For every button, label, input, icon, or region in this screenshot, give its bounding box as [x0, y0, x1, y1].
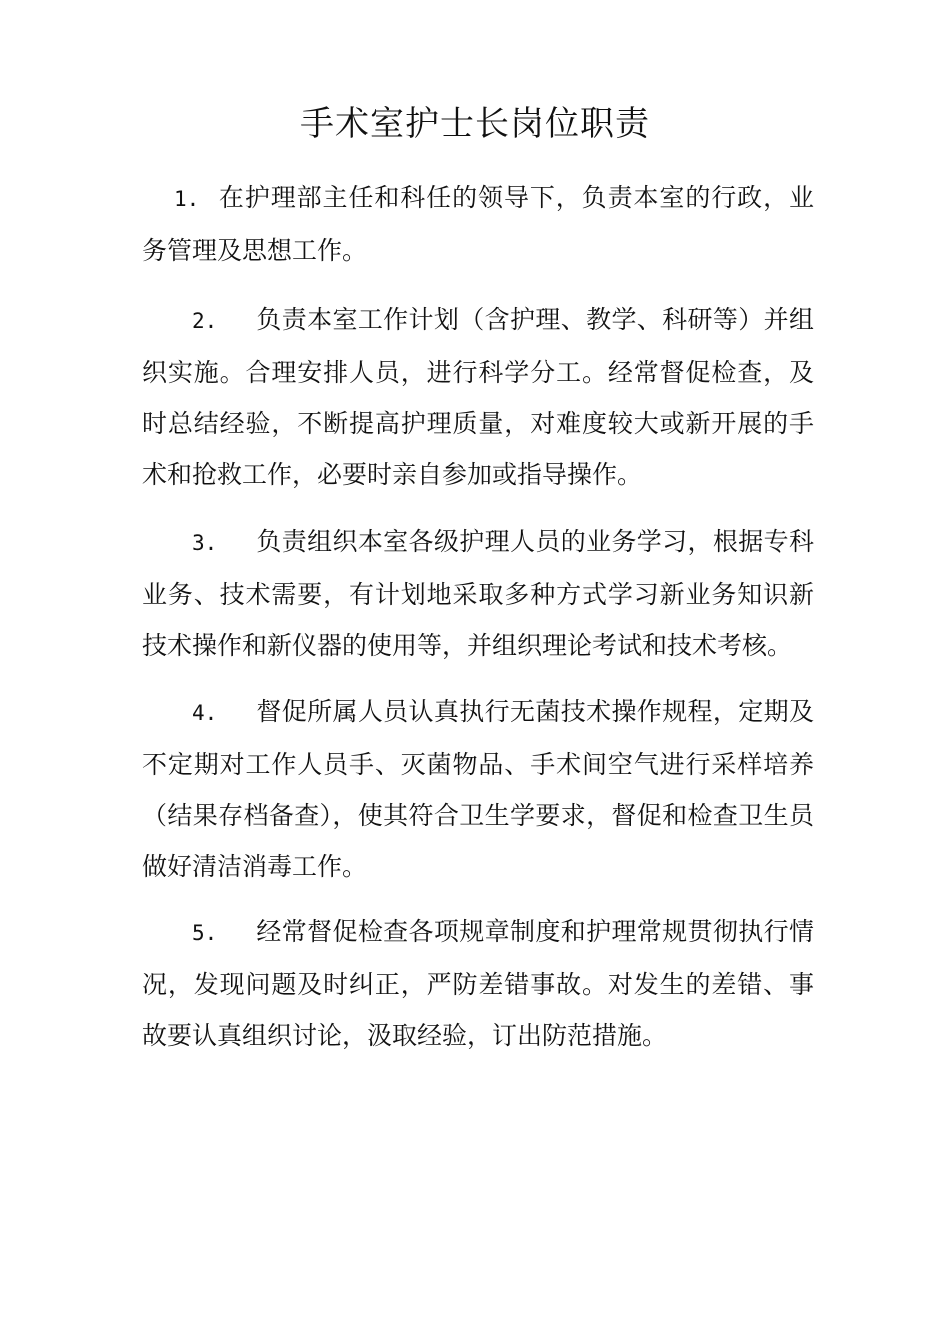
duty-item-number: 5.: [192, 921, 218, 945]
duty-item-number: 3.: [192, 531, 218, 555]
duty-item-number: 1.: [174, 187, 200, 211]
duty-item-5: [142, 906, 814, 1061]
duty-item-number: 2.: [192, 309, 218, 333]
duty-item-text: 负责组织本室各级护理人员的业务学习，根据专科业务、技术需要，有计划地采取多种方式学习新业务知识新技术操作和新仪器的使用等，并组织理论考试和技术考核。: [142, 527, 814, 660]
duty-item-4: [142, 686, 814, 892]
duty-item-number: 4.: [192, 701, 218, 725]
document-title: 手术室护士长岗位职责: [300, 104, 650, 144]
duty-item-1: [142, 172, 814, 276]
duty-item-text: 经常督促检查各项规章制度和护理常规贯彻执行情况，发现问题及时纠正，严防差错事故。对发生的差错、事故要认真组织讨论，汲取经验，订出防范措施。: [142, 917, 814, 1050]
duty-item-text: 负责本室工作计划（含护理、教学、科研等）并组织实施。合理安排人员，进行科学分工。经常督促检查，及时总结经验，不断提高护理质量，对难度较大或新开展的手术和抢救工作，必要时亲自参加或指导操作。: [142, 305, 814, 489]
duty-item-3: [142, 516, 814, 671]
duty-item-text: 在护理部主任和科任的领导下，负责本室的行政，业务管理及思想工作。: [142, 183, 814, 265]
duty-item-text: 督促所属人员认真执行无菌技术操作规程，定期及不定期对工作人员手、灭菌物品、手术间空气进行采样培养（结果存档备查），使其符合卫生学要求，督促和检查卫生员做好清洁消毒工作。: [142, 697, 814, 881]
duty-item-2: [142, 294, 814, 500]
